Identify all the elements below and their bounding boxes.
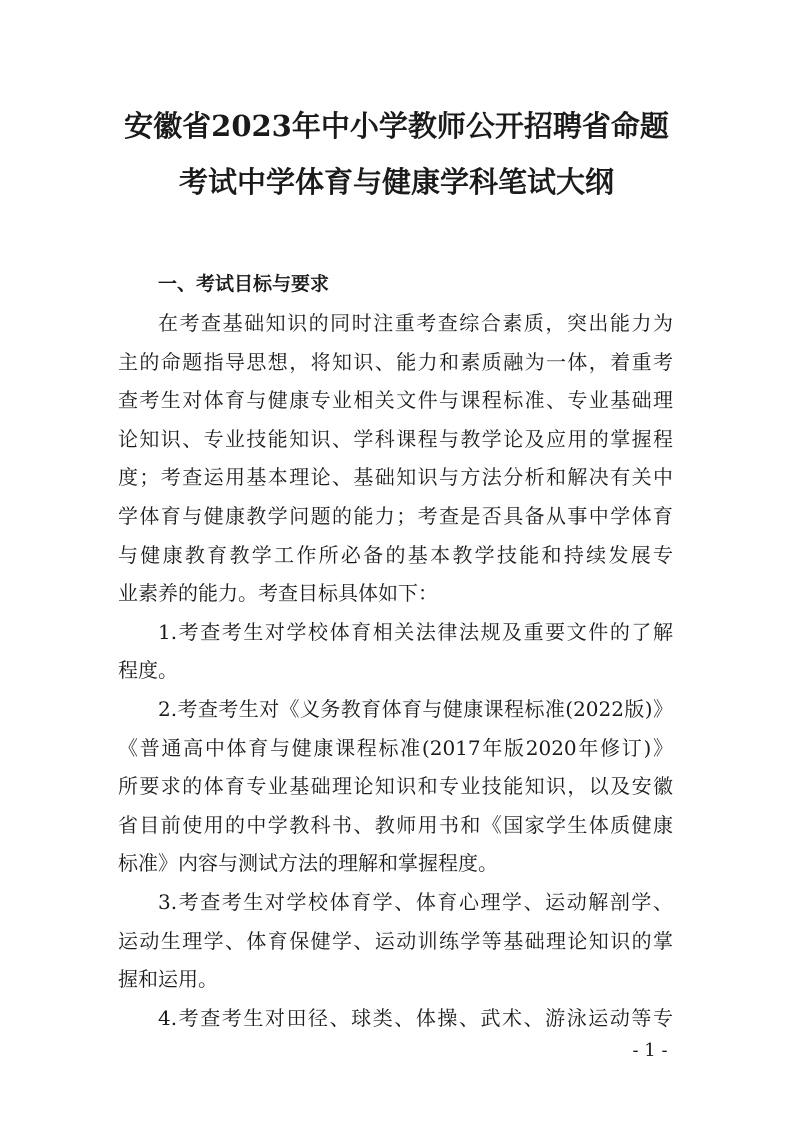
text-line: 运动生理学、体育保健学、运动训练学等基础理论知识的掌 xyxy=(118,928,673,953)
list-item-3 xyxy=(118,883,673,999)
intro-paragraph xyxy=(118,304,673,613)
text-line: 论知识、专业技能知识、学科课程与教学论及应用的掌握程 xyxy=(118,426,673,451)
text-line: 所要求的体育专业基础理论知识和专业技能知识，以及安徽 xyxy=(118,774,673,799)
document-title xyxy=(0,98,793,210)
text-line: 学体育与健康教学问题的能力；考查是否具备从事中学体育 xyxy=(118,503,673,528)
list-item-2 xyxy=(118,690,673,883)
text-line: 主的命题指导思想，将知识、能力和素质融为一体，着重考 xyxy=(118,349,673,374)
text-line: 标准》内容与测试方法的理解和掌握程度。 xyxy=(118,851,498,876)
text-line: 查考生对体育与健康专业相关文件与课程标准、专业基础理 xyxy=(118,388,673,413)
document-body xyxy=(118,264,673,1037)
text-line: 在考查基础知识的同时注重考查综合素质，突出能力为 xyxy=(158,311,673,335)
text-line: 程度。 xyxy=(118,658,178,683)
text-line: 业素养的能力。考查目标具体如下： xyxy=(118,581,438,606)
title-line-2: 考试中学体育与健康学科笔试大纲 xyxy=(178,165,614,199)
text-line: 握和运用。 xyxy=(118,967,218,992)
title-line-1: 安徽省2023年中小学教师公开招聘省命题 xyxy=(124,109,669,143)
text-line: 3.考查考生对学校体育学、体育心理学、运动解剖学、 xyxy=(158,889,673,914)
text-line: 与健康教育教学工作所必备的基本教学技能和持续发展专 xyxy=(118,542,673,567)
text-line: 度；考查运用基本理论、基础知识与方法分析和解决有关中 xyxy=(118,465,673,490)
page-number: - 1 - xyxy=(632,1040,668,1061)
section-heading: 一、考试目标与要求 xyxy=(158,273,330,295)
list-item-4 xyxy=(118,999,673,1038)
text-line: 《普通高中体育与健康课程标准(2017年版2020年修订)》 xyxy=(118,735,673,760)
text-line: 2.考查考生对《义务教育体育与健康课程标准(2022版)》 xyxy=(158,696,673,721)
text-line: 4.考查考生对田径、球类、体操、武术、游泳运动等专 xyxy=(158,1005,673,1030)
list-item-1 xyxy=(118,613,673,690)
text-line: 省目前使用的中学教科书、教师用书和《国家学生体质健康 xyxy=(118,812,673,837)
text-line: 1.考查考生对学校体育相关法律法规及重要文件的了解 xyxy=(158,619,673,644)
